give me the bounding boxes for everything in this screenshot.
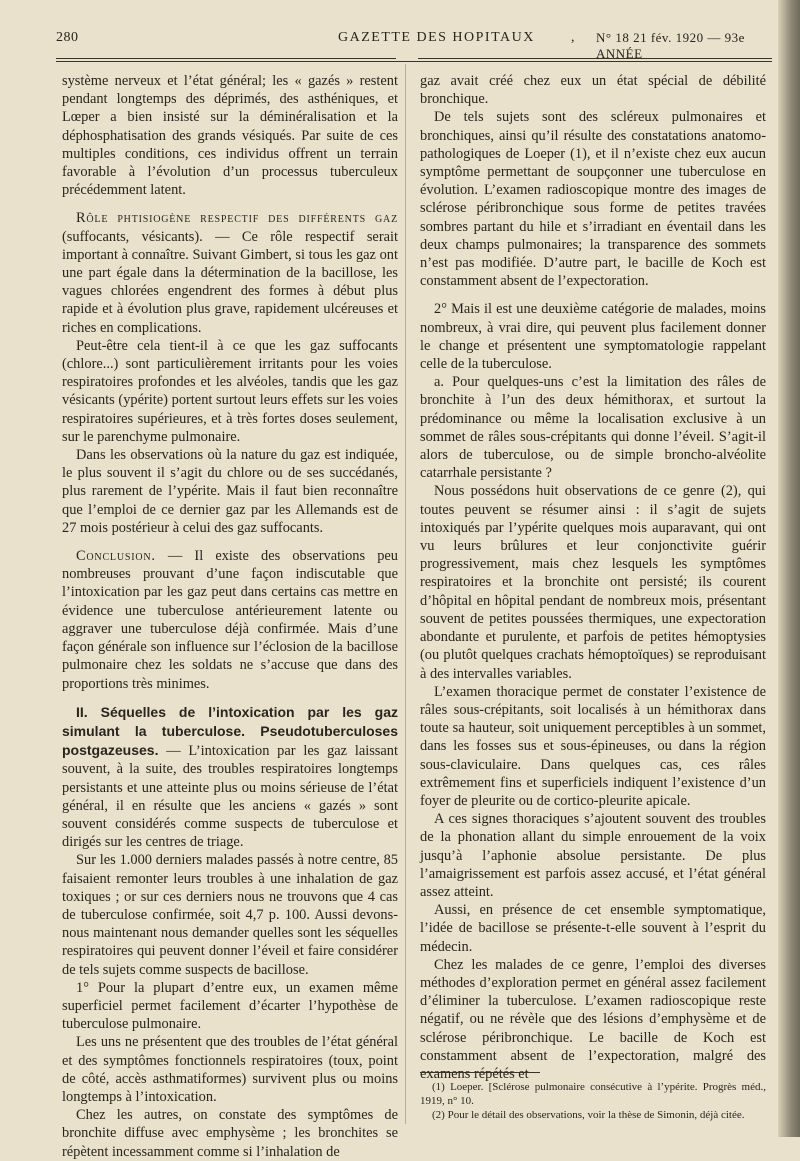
paragraph: gaz avait créé chez eux un état spécial de débilité bronchique. — [420, 73, 766, 108]
header-rule-left — [56, 58, 396, 59]
paragraph: De tels sujets sont des scléreux pulmonaires et bronchiques, ainsi qu’il résulte des constatations anatomo-pathologiques de Loeper (1), et il n’existe chez eux aucun symptôme permettant de soupçonner une tuberculose en évolution. L’examen radioscopique montre des images de sclérose péribronchique sous forme de petites travées sombres partant du hile et s’irradiant en éventail dans les deux champs pulmonaires; la transparence des sommets n’est pas modifiée. D’autre part, le bacille de Koch est constamment absent de l’expectoration. — [420, 109, 766, 290]
paragraph: Chez les malades de ce genre, l’emploi des diverses méthodes d’exploration permet en général assez facilement d’éliminer la tuberculose. L’examen radioscopique reste négatif, ou ne révèle que des lésions d’emphysème et de sclérose péribronchique. Le bacille de Koch est constamment absent de l’expectoration, malgré des examens répétés et — [420, 956, 766, 1082]
paragraph: Rôle phtisiogène respectif des différents gaz (suffocants, vésicants). — Ce rôle respectif serait important à connaître. Suivant Gimbert, si tous les gaz ont une part égale dans la détermination de la bacillose, les vagues chlorées engendrent des formes à début plus rapide et à évolution plus grave, rapidement ulcéreuses et riches en complications. — [62, 210, 398, 336]
paragraph: a. Pour quelques-uns c’est la limitation des râles de bronchite à l’un des deux hémithorax, et surtout la prédominance ou même la localisation exclusive à un sommet de râles sous-crépitants qui donne l’éveil. S’agit-il alors de tuberculose, ou de simple broncho-alvéolite catarrhale persistante ? — [420, 374, 766, 482]
paragraph: Nous possédons huit observations de ce genre (2), qui toutes peuvent se résumer ainsi : il s’agit de sujets intoxiqués par l’ypérite quelques mois auparavant, qui ont vu leurs brûlures et leur conjonctivite guérir progressivement, mais chez lesquels les symptômes respiratoires et la bronchite ont persisté; ils courent d’hôpital en hôpital pendant de nombreux mois, présentant souvent de petites poussées thermiques, une expectoration abondante et purulente, et parfois de petites hémoptysies (ou plutôt quelques crachats hémoptoïques) se reproduisant à des intervalles variables. — [420, 483, 766, 682]
issue-info: N° 18 21 fév. 1920 — 93e ANNÉE — [596, 30, 745, 61]
running-header — [56, 30, 776, 61]
column-divider — [405, 64, 406, 1124]
footnote: (1) Loeper. [Sclérose pulmonaire consécutive à l’ypérite. Progrès méd., 1919, n° 10. — [420, 1081, 766, 1107]
paragraph: Peut-être cela tient-il à ce que les gaz suffocants (chlore...) sont particulièrement irritants pour les voies respiratoires profondes et les alvéoles, tandis que les gaz vésicants (ypérite) portent surtout leurs effets sur les voies respiratoires supérieures, et à très fortes doses seulement, sur le parenchyme pulmonaire. — [62, 337, 398, 445]
page-edge-shadow — [778, 0, 800, 1137]
paragraph: 1° Pour la plupart d’entre eux, un examen même superficiel permet facilement d’écarter l’hypothèse de tuberculose pulmonaire. — [62, 979, 398, 1033]
paragraph: L’examen thoracique permet de constater l’existence de râles sous-crépitants, soit localisés à un hémithorax dans toute sa hauteur, soit uniquement perceptibles à un sommet, dans les fosses sus et sous-épineuses, ou dans la région sous-claviculaire. Dans quelques cas, ces râles extrêmement fins et superficiels indiquent l’existence d’un foyer de pleurite ou de cortico-pleurite apicale. — [420, 683, 766, 809]
paragraph: Les uns ne présentent que des troubles de l’état général et des symptômes fonctionnels respiratoires (toux, point de côté, accès asthmatiformes) survivent plus ou moins longtemps à l’intoxication. — [62, 1034, 398, 1105]
header-rule-double — [56, 61, 772, 62]
journal-title: GAZETTE DES HOPITAUX — [338, 30, 535, 45]
paragraph: II. Séquelles de l’intoxication par les gaz simulant la tuberculose. Pseudotuberculoses postgazeuses. — L’intoxication par les gaz laissant souvent, à la suite, des troubles respiratoires longtemps persistants et une atteinte plus ou moins sérieuse de l’état général, il en résulte que les anciens « gazés » sont souvent considérés comme suspects de tuberculose et dirigés sur les centres de triage. — [62, 703, 398, 851]
section-heading: II. Séquelles de l’intoxication par les gaz simulant la tuberculose. Pseudotuberculoses postgazeuses. — [62, 703, 398, 759]
right-column — [420, 72, 766, 1083]
left-column — [62, 72, 398, 1161]
header-rule-right — [418, 58, 772, 59]
paragraph: Dans les observations où la nature du gaz est indiquée, le plus souvent il s’agit du chlore ou de ses succédanés, plus rarement de l’ypérite. Mais il faut bien reconnaître que l’emploi de ce dernier gaz par les Allemands est de 27 mois postérieur à celui des gaz suffocants. — [62, 447, 398, 536]
paragraph: 2° Mais il est une deuxième catégorie de malades, moins nombreux, à vrai dire, qui peuvent plus facilement donner le change et présentent une symptomatologie rappelant celle de la tuberculose. — [420, 301, 766, 373]
header-separator: , — [571, 30, 575, 45]
paragraph: Chez les autres, on constate des symptômes de bronchite diffuse avec emphysème ; les bronchites se répètent incessamment comme si l’inhalation de — [62, 1107, 398, 1160]
section-heading: Rôle phtisiogène respectif des différents gaz — [76, 210, 398, 227]
paragraph: Sur les 1.000 derniers malades passés à notre centre, 85 faisaient remonter leurs troubles à une inhalation de gaz toxiques ; or sur ces derniers nous ne trouvons que 4 cas de tuberculose confirmée, soit 4,7 p. 100. Aussi devons-nous maintenant nous demander quelles sont les séquelles respiratoires qui peuvent donner l’éveil et faire considérer de tels sujets comme suspects de bacillose. — [62, 852, 398, 978]
paragraph: A ces signes thoraciques s’ajoutent souvent des troubles de la phonation allant du simple enrouement de la voix jusqu’à l’aphonie absolue persistante. De plus l’amaigrissement est parfois assez accusé, et l’état général assez atteint. — [420, 811, 766, 900]
paragraph: Conclusion. — Il existe des observations peu nombreuses prouvant d’une façon indiscutable que l’intoxication par les gaz peut dans certains cas mettre en évidence une tuberculose antérieurement latente ou aggraver une tuberculose déjà confirmée. Mais d’une façon générale son influence sur l’éclosion de la bacillose pulmonaire chez les soldats ne s’accuse que dans des proportions très minimes. — [62, 548, 398, 692]
footnotes — [420, 1080, 766, 1122]
page-number: 280 — [56, 30, 79, 45]
footnote: (2) Pour le détail des observations, voir la thèse de Simonin, déjà citée. — [432, 1109, 745, 1121]
paragraph: Aussi, en présence de cet ensemble symptomatique, l’idée de bacillose se présente-t-elle souvent à l’esprit du médecin. — [420, 902, 766, 955]
paragraph: système nerveux et l’état général; les « gazés » restent pendant longtemps des déprimés, des asthéniques, et Lœper a bien insisté sur la déminéralisation et la déphosphatisation des grands vésiqués. Par suite de ces multiples conditions, ces individus offrent un terrain favorable à l’évolution d’un processus tuberculeux précédemment latent. — [62, 73, 398, 199]
footnote-rule — [420, 1072, 540, 1073]
section-heading: Conclusion. — [76, 548, 156, 565]
